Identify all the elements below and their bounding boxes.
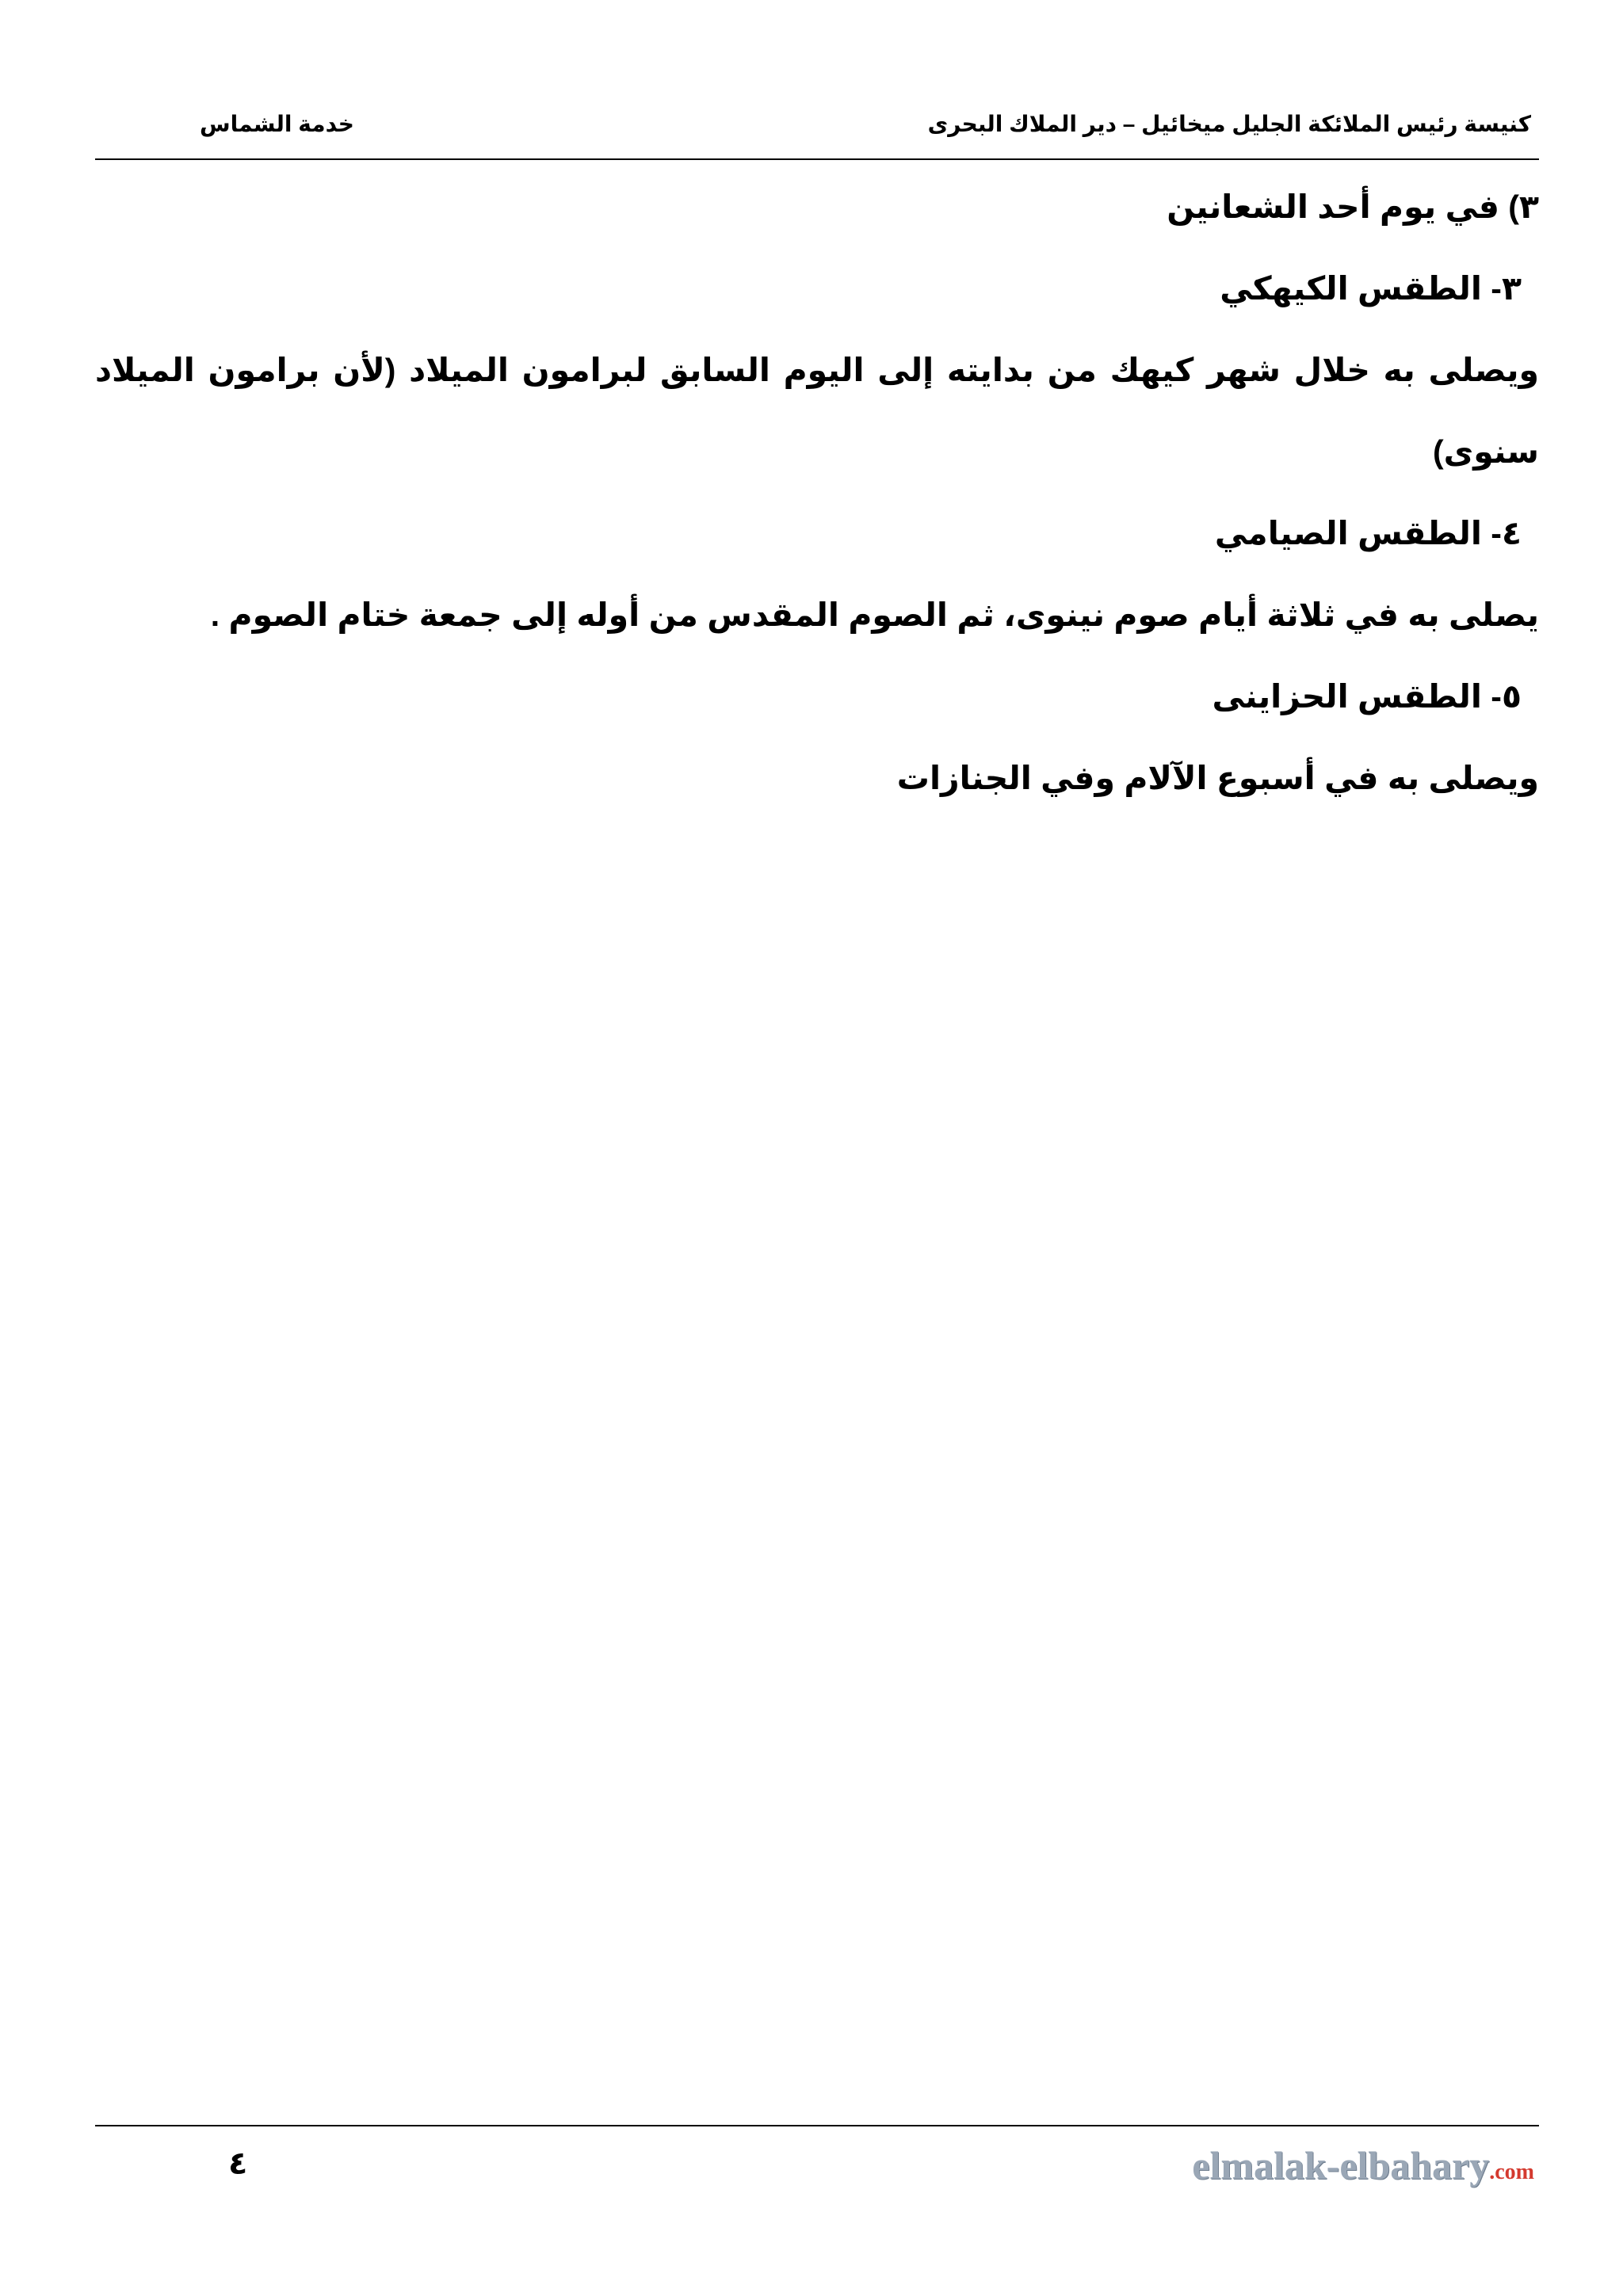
section-heading-palm-sunday: ٣) في يوم أحد الشعانين <box>1167 189 1539 225</box>
logo-tld-text: .com <box>1489 2160 1534 2184</box>
logo-main-text: elmalak-elbahary <box>1192 2143 1490 2187</box>
service-title: خدمة الشماس <box>200 112 354 136</box>
paragraph-fasting-rite: يصلى به في ثلاثة أيام صوم نينوى، ثم الصوم المقدس من أوله إلى جمعة ختام الصوم . <box>210 597 1539 633</box>
paragraph-kiahk-rite: ويصلى به خلال شهر كيهك من بدايته إلى اليوم السابق لبرامون الميلاد (لأن برامون الميلاد <box>95 352 1539 388</box>
subheading-mourning-rite: ٥- الطقس الحزاينى <box>1212 678 1522 715</box>
page-footer <box>95 2125 1539 2222</box>
subheading-fasting-rite: ٤- الطقس الصيامي <box>1214 515 1522 551</box>
page-header <box>95 103 1539 160</box>
paragraph-kiahk-rite-continued: سنوى) <box>1433 433 1539 470</box>
page-number: ٤ <box>228 2146 248 2181</box>
paragraph-mourning-rite: ويصلى به في أسبوع الآلام وفي الجنازات <box>896 760 1539 796</box>
church-title: كنيسة رئيس الملائكة الجليل ميخائيل – دير الملاك البحرى <box>927 112 1531 136</box>
subheading-kiahk-rite: ٣- الطقس الكيهكي <box>1220 270 1522 307</box>
site-logo <box>1192 2142 1534 2188</box>
document-body <box>95 166 1539 819</box>
